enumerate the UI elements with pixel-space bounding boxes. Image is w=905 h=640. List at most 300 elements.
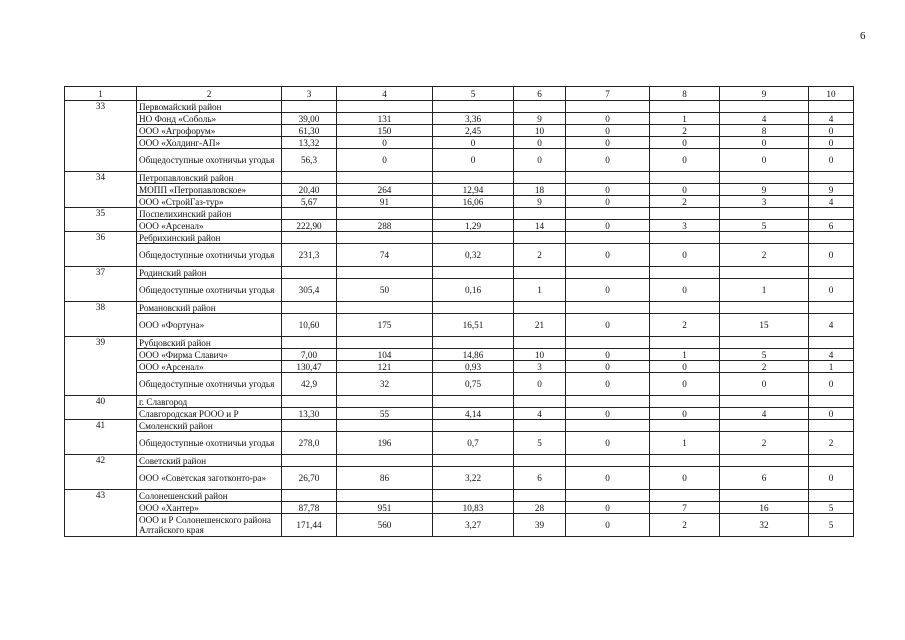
empty-cell [650,172,720,184]
value-cell: 4 [720,113,809,125]
organization-row [65,279,854,302]
value-cell: 560 [337,514,433,537]
row-number: 43 [65,490,137,537]
column-number: 8 [650,87,720,101]
value-cell: 0 [566,137,650,149]
district-name: Смоленский район [137,420,282,432]
column-number: 4 [337,87,433,101]
organization-row [65,408,854,420]
empty-cell [720,232,809,244]
empty-cell [650,420,720,432]
district-row [65,101,854,113]
value-cell: 278,0 [282,432,337,455]
district-row [65,420,854,432]
value-cell: 0 [514,137,566,149]
organization-name: ООО «Агрофорум» [137,125,282,137]
district-name: Родинский район [137,267,282,279]
district-row [65,172,854,184]
organization-name: Славгородская РООО и Р [137,408,282,420]
value-cell: 0 [433,149,514,172]
empty-cell [650,455,720,467]
value-cell: 61,30 [282,125,337,137]
empty-cell [282,208,337,220]
value-cell: 0 [566,314,650,337]
organization-name: Общедоступные охотничьи угодья [137,432,282,455]
value-cell: 5,67 [282,196,337,208]
value-cell: 3,22 [433,467,514,490]
column-number: 5 [433,87,514,101]
value-cell: 2 [720,244,809,267]
value-cell: 305,4 [282,279,337,302]
empty-cell [514,302,566,314]
empty-cell [720,455,809,467]
value-cell: 10,83 [433,502,514,514]
empty-cell [566,172,650,184]
empty-cell [720,267,809,279]
organization-name: Общедоступные охотничьи угодья [137,373,282,396]
column-number: 9 [720,87,809,101]
column-number: 7 [566,87,650,101]
value-cell: 1 [650,113,720,125]
value-cell: 2 [650,125,720,137]
value-cell: 1 [650,349,720,361]
district-name: Ребрихинский район [137,232,282,244]
value-cell: 16,51 [433,314,514,337]
organization-row [65,244,854,267]
value-cell: 1 [650,432,720,455]
empty-cell [809,337,854,349]
district-name: г. Славгород [137,396,282,408]
value-cell: 0,7 [433,432,514,455]
value-cell: 21 [514,314,566,337]
value-cell: 0 [514,373,566,396]
value-cell: 1,29 [433,220,514,232]
value-cell: 2 [720,432,809,455]
district-name: Советский район [137,455,282,467]
value-cell: 6 [514,467,566,490]
value-cell: 0,75 [433,373,514,396]
value-cell: 10 [514,125,566,137]
value-cell: 4 [809,196,854,208]
value-cell: 16 [720,502,809,514]
page-number: 6 [860,30,866,42]
empty-cell [433,101,514,113]
empty-cell [282,232,337,244]
value-cell: 55 [337,408,433,420]
empty-cell [809,302,854,314]
organization-row [65,125,854,137]
row-number: 39 [65,337,137,396]
empty-cell [433,420,514,432]
value-cell: 87,78 [282,502,337,514]
empty-cell [282,337,337,349]
value-cell: 1 [809,361,854,373]
empty-cell [337,420,433,432]
empty-cell [720,490,809,502]
value-cell: 0 [566,514,650,537]
empty-cell [809,267,854,279]
value-cell: 0 [809,125,854,137]
organization-row [65,220,854,232]
empty-cell [337,101,433,113]
value-cell: 16,06 [433,196,514,208]
organization-row [65,373,854,396]
district-name: Рубцовский район [137,337,282,349]
district-row [65,490,854,502]
empty-cell [433,208,514,220]
organization-name: ООО и Р Солонешенского района Алтайского края [137,514,282,537]
empty-cell [650,101,720,113]
organization-row [65,467,854,490]
value-cell: 5 [720,349,809,361]
empty-cell [433,232,514,244]
value-cell: 26,70 [282,467,337,490]
value-cell: 0,16 [433,279,514,302]
district-row [65,455,854,467]
empty-cell [720,208,809,220]
empty-cell [514,267,566,279]
value-cell: 50 [337,279,433,302]
empty-cell [650,267,720,279]
empty-cell [514,420,566,432]
value-cell: 14 [514,220,566,232]
value-cell: 0 [650,137,720,149]
value-cell: 0 [566,408,650,420]
empty-cell [337,172,433,184]
empty-cell [514,101,566,113]
value-cell: 5 [720,220,809,232]
organization-row [65,349,854,361]
value-cell: 121 [337,361,433,373]
empty-cell [650,208,720,220]
empty-cell [282,420,337,432]
row-number: 38 [65,302,137,337]
value-cell: 0 [650,279,720,302]
row-number: 37 [65,267,137,302]
value-cell: 2 [809,432,854,455]
value-cell: 13,30 [282,408,337,420]
empty-cell [337,455,433,467]
organization-row [65,432,854,455]
value-cell: 104 [337,349,433,361]
value-cell: 0 [566,196,650,208]
organization-row [65,514,854,537]
empty-cell [566,396,650,408]
organization-name: ООО «Фортуна» [137,314,282,337]
value-cell: 5 [809,514,854,537]
value-cell: 39 [514,514,566,537]
value-cell: 0 [650,361,720,373]
empty-cell [809,490,854,502]
empty-cell [650,232,720,244]
hunting-grounds-table [64,86,854,537]
organization-name: Общедоступные охотничьи угодья [137,149,282,172]
row-number: 33 [65,101,137,172]
value-cell: 0 [337,137,433,149]
value-cell: 6 [720,467,809,490]
value-cell: 2 [650,514,720,537]
column-number: 6 [514,87,566,101]
value-cell: 74 [337,244,433,267]
empty-cell [809,172,854,184]
empty-cell [720,337,809,349]
district-row [65,232,854,244]
value-cell: 5 [809,502,854,514]
value-cell: 0 [650,149,720,172]
value-cell: 2 [514,244,566,267]
value-cell: 86 [337,467,433,490]
organization-name: ООО «Арсенал» [137,361,282,373]
value-cell: 231,3 [282,244,337,267]
empty-cell [809,420,854,432]
value-cell: 13,32 [282,137,337,149]
district-name: Солонешенский район [137,490,282,502]
value-cell: 4 [809,349,854,361]
value-cell: 0 [566,244,650,267]
value-cell: 150 [337,125,433,137]
row-number: 41 [65,420,137,455]
empty-cell [566,208,650,220]
organization-name: Общедоступные охотничьи угодья [137,244,282,267]
value-cell: 15 [720,314,809,337]
organization-name: Общедоступные охотничьи угодья [137,279,282,302]
empty-cell [809,455,854,467]
value-cell: 91 [337,196,433,208]
value-cell: 9 [809,184,854,196]
empty-cell [337,337,433,349]
value-cell: 0 [566,113,650,125]
empty-cell [720,396,809,408]
value-cell: 2 [650,314,720,337]
empty-cell [514,232,566,244]
value-cell: 0 [566,220,650,232]
empty-cell [282,455,337,467]
district-name: Первомайский район [137,101,282,113]
value-cell: 0 [566,149,650,172]
column-number: 3 [282,87,337,101]
value-cell: 2,45 [433,125,514,137]
empty-cell [566,267,650,279]
value-cell: 3,36 [433,113,514,125]
organization-row [65,196,854,208]
value-cell: 0 [650,408,720,420]
value-cell: 3 [514,361,566,373]
value-cell: 2 [720,361,809,373]
value-cell: 18 [514,184,566,196]
value-cell: 0 [809,137,854,149]
empty-cell [337,490,433,502]
empty-cell [433,172,514,184]
empty-cell [433,490,514,502]
district-name: Поспелихинский район [137,208,282,220]
value-cell: 32 [720,514,809,537]
value-cell: 0 [720,149,809,172]
district-name: Петропавловский район [137,172,282,184]
value-cell: 0 [337,149,433,172]
organization-name: ООО «СтройГаз-тур» [137,196,282,208]
empty-cell [809,232,854,244]
organization-row [65,361,854,373]
row-number: 40 [65,396,137,420]
value-cell: 2 [650,196,720,208]
empty-cell [720,172,809,184]
empty-cell [650,490,720,502]
value-cell: 9 [720,184,809,196]
district-row [65,208,854,220]
empty-cell [514,337,566,349]
value-cell: 0 [566,184,650,196]
empty-cell [809,101,854,113]
value-cell: 0,32 [433,244,514,267]
value-cell: 0 [720,137,809,149]
value-cell: 0 [809,467,854,490]
organization-name: НО Фонд «Соболь» [137,113,282,125]
empty-cell [514,396,566,408]
organization-name: ООО «Холдинг-АП» [137,137,282,149]
value-cell: 28 [514,502,566,514]
value-cell: 12,94 [433,184,514,196]
value-cell: 0 [650,467,720,490]
value-cell: 0 [650,373,720,396]
row-number: 36 [65,232,137,267]
organization-name: ООО «Арсенал» [137,220,282,232]
value-cell: 288 [337,220,433,232]
value-cell: 0 [566,467,650,490]
empty-cell [282,267,337,279]
value-cell: 0 [566,432,650,455]
value-cell: 14,86 [433,349,514,361]
column-number: 1 [65,87,137,101]
value-cell: 0 [566,502,650,514]
district-name: Романовский район [137,302,282,314]
value-cell: 4 [809,314,854,337]
value-cell: 10,60 [282,314,337,337]
value-cell: 0 [809,408,854,420]
value-cell: 131 [337,113,433,125]
value-cell: 4 [809,113,854,125]
value-cell: 1 [514,279,566,302]
empty-cell [566,490,650,502]
value-cell: 264 [337,184,433,196]
organization-row [65,137,854,149]
empty-cell [282,101,337,113]
value-cell: 0 [809,373,854,396]
organization-row [65,314,854,337]
empty-cell [720,420,809,432]
column-number: 2 [137,87,282,101]
value-cell: 20,40 [282,184,337,196]
value-cell: 10 [514,349,566,361]
organization-row [65,149,854,172]
organization-name: МОПП «Петропавловское» [137,184,282,196]
value-cell: 9 [514,196,566,208]
value-cell: 0 [566,125,650,137]
value-cell: 0 [566,373,650,396]
value-cell: 0 [809,244,854,267]
empty-cell [566,337,650,349]
empty-cell [566,455,650,467]
value-cell: 0 [650,184,720,196]
column-number-row [65,87,854,101]
value-cell: 175 [337,314,433,337]
value-cell: 39,00 [282,113,337,125]
empty-cell [566,232,650,244]
value-cell: 0 [514,149,566,172]
value-cell: 222,90 [282,220,337,232]
empty-cell [514,490,566,502]
organization-name: ООО «Фирма Славич» [137,349,282,361]
empty-cell [337,208,433,220]
value-cell: 3 [720,196,809,208]
value-cell: 0 [566,361,650,373]
empty-cell [337,396,433,408]
value-cell: 0 [566,349,650,361]
organization-name: ООО «Хантер» [137,502,282,514]
value-cell: 0,93 [433,361,514,373]
value-cell: 56,3 [282,149,337,172]
organization-row [65,502,854,514]
empty-cell [433,302,514,314]
empty-cell [809,208,854,220]
organization-row [65,113,854,125]
value-cell: 1 [720,279,809,302]
value-cell: 8 [720,125,809,137]
row-number: 42 [65,455,137,490]
value-cell: 951 [337,502,433,514]
value-cell: 196 [337,432,433,455]
empty-cell [650,302,720,314]
value-cell: 0 [809,149,854,172]
row-number: 35 [65,208,137,232]
empty-cell [337,267,433,279]
empty-cell [433,396,514,408]
empty-cell [282,396,337,408]
row-number: 34 [65,172,137,208]
value-cell: 0 [566,279,650,302]
organization-row [65,184,854,196]
empty-cell [337,232,433,244]
value-cell: 3,27 [433,514,514,537]
value-cell: 3 [650,220,720,232]
value-cell: 32 [337,373,433,396]
empty-cell [282,490,337,502]
value-cell: 7,00 [282,349,337,361]
empty-cell [514,208,566,220]
value-cell: 0 [433,137,514,149]
district-row [65,302,854,314]
empty-cell [650,337,720,349]
empty-cell [566,302,650,314]
column-number: 10 [809,87,854,101]
value-cell: 7 [650,502,720,514]
empty-cell [282,302,337,314]
empty-cell [566,420,650,432]
empty-cell [337,302,433,314]
value-cell: 4 [720,408,809,420]
empty-cell [514,172,566,184]
value-cell: 0 [650,244,720,267]
value-cell: 171,44 [282,514,337,537]
empty-cell [809,396,854,408]
district-row [65,267,854,279]
district-row [65,337,854,349]
empty-cell [282,172,337,184]
empty-cell [650,396,720,408]
value-cell: 4 [514,408,566,420]
value-cell: 9 [514,113,566,125]
district-row [65,396,854,408]
value-cell: 42,9 [282,373,337,396]
